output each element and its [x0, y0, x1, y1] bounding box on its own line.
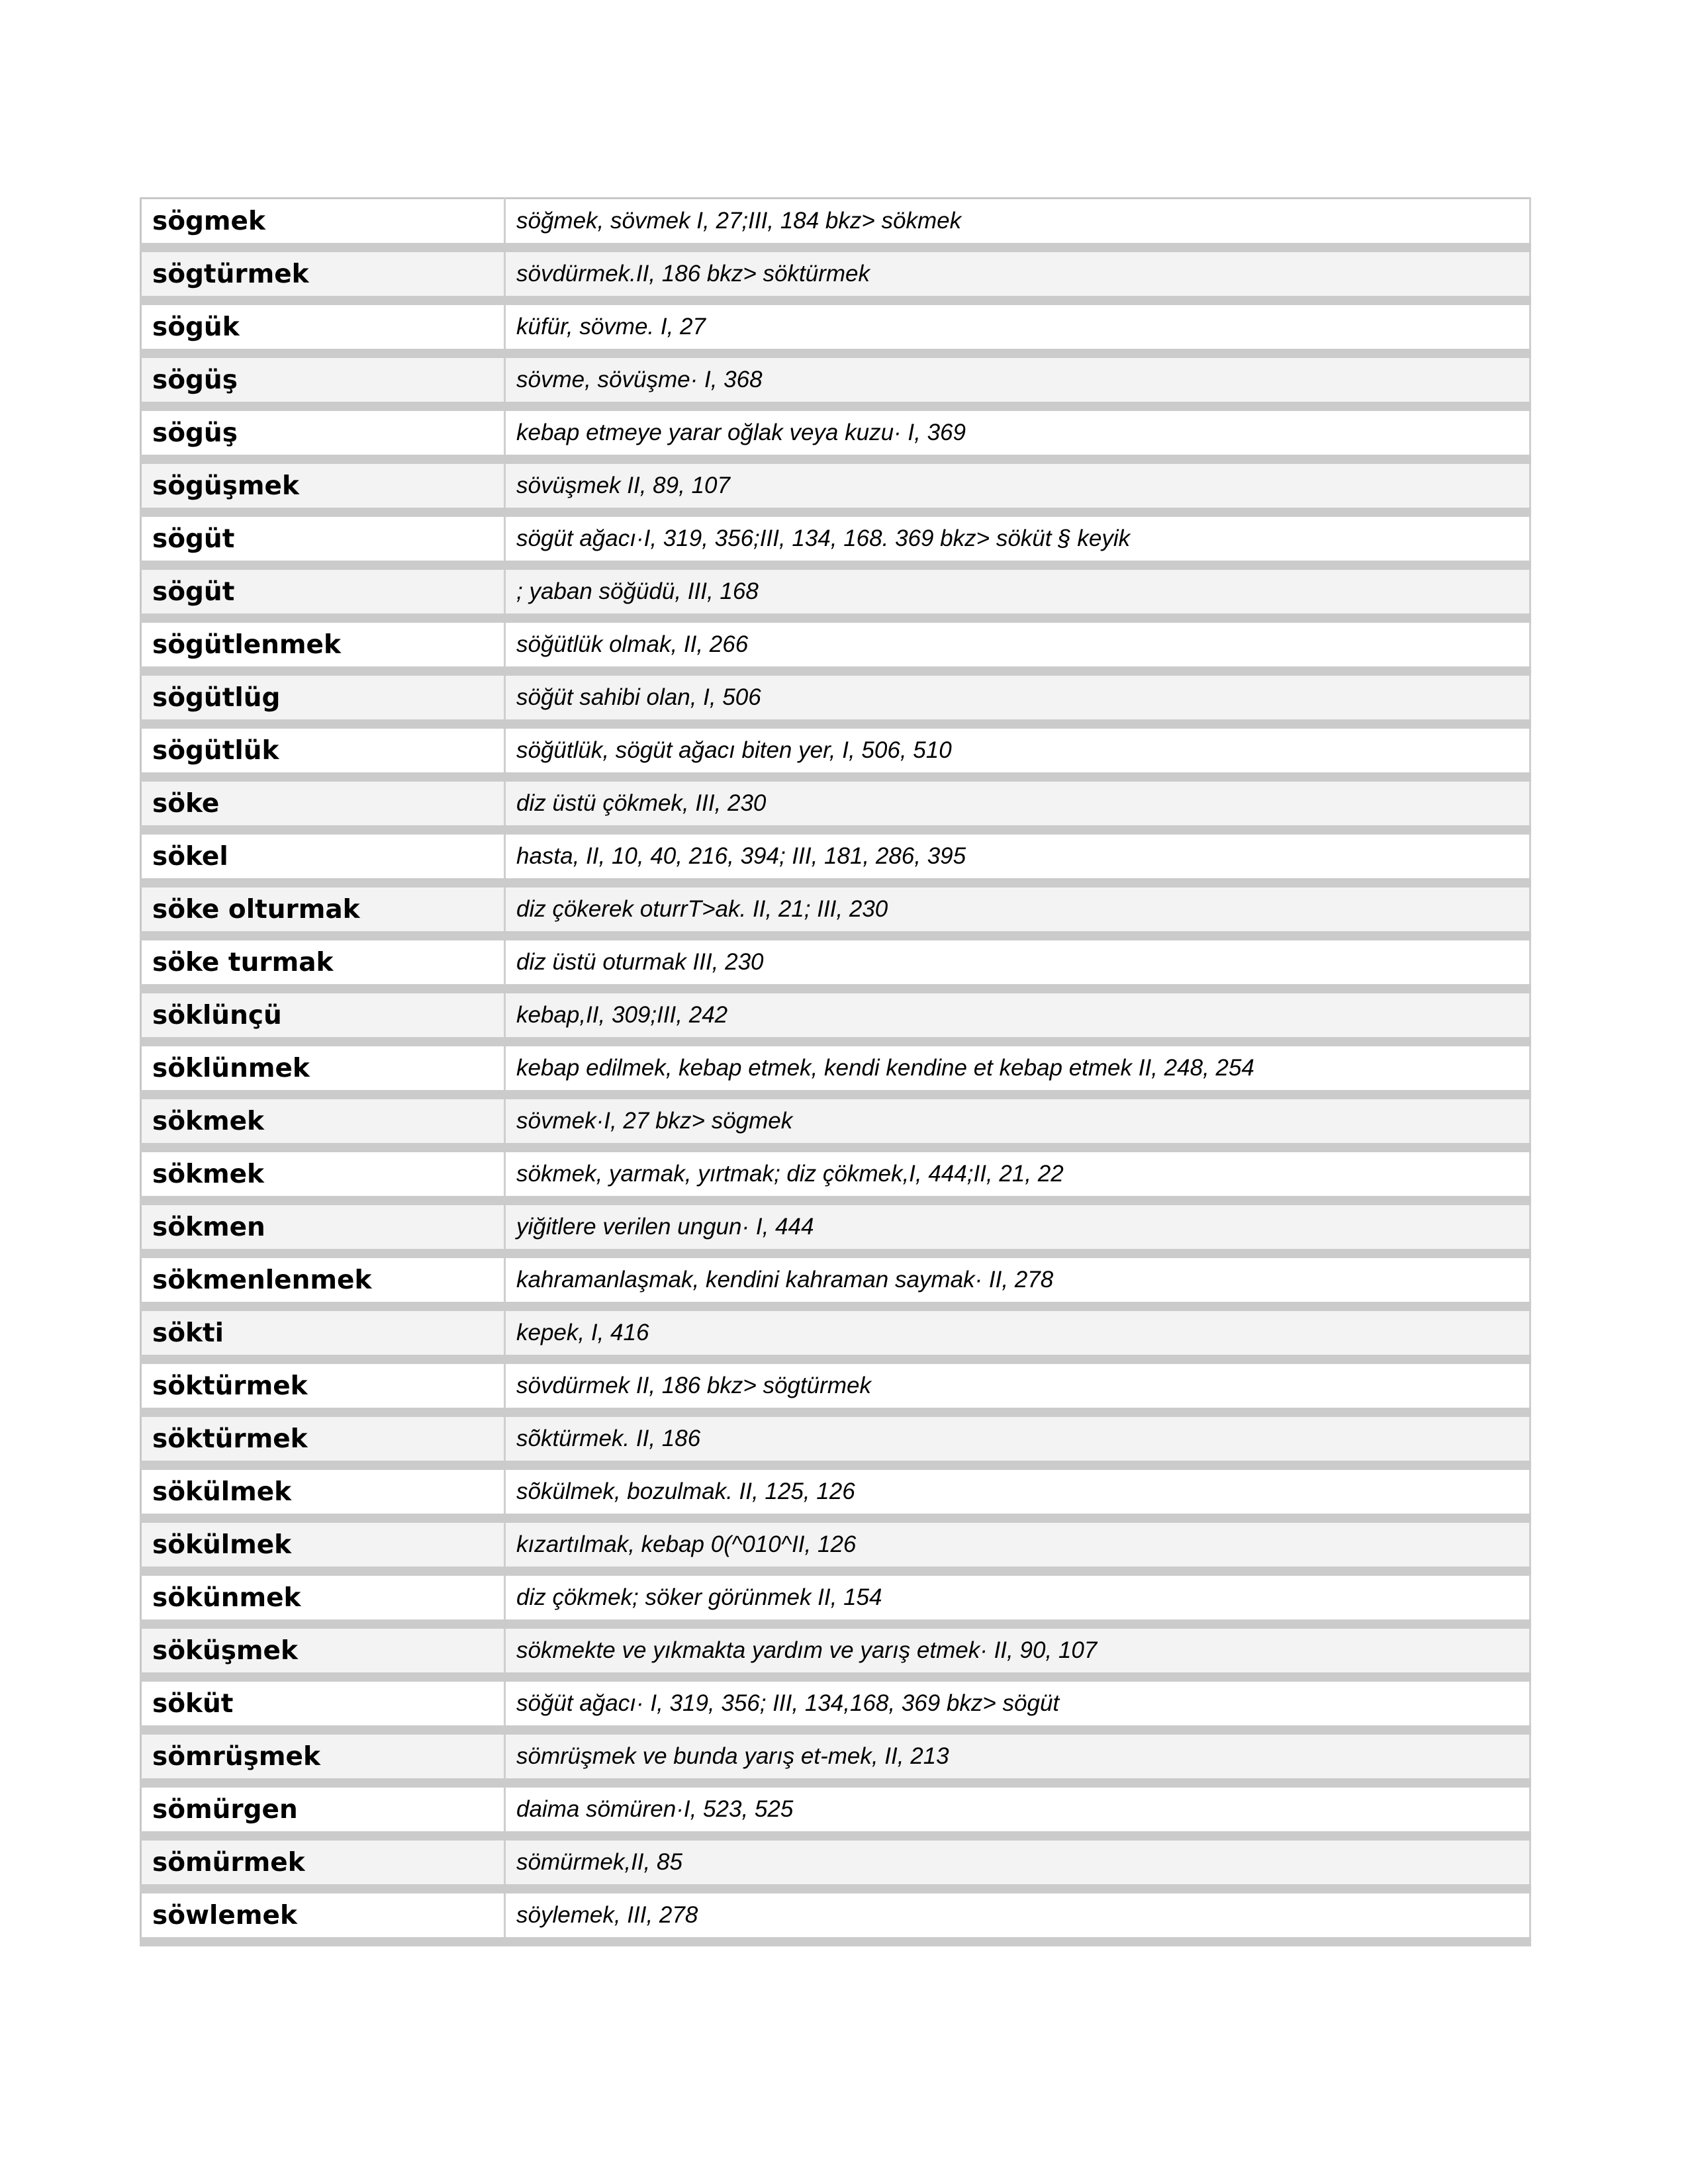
entry-definition: söğmek, sövmek I, 27;III, 184 bkz> sökmek [505, 199, 1530, 248]
entry-definition: diz üstü oturmak III, 230 [505, 936, 1530, 989]
table-row [141, 406, 1530, 459]
entry-definition: sövme, sövüşme· I, 368 [505, 353, 1530, 406]
entry-term: sögüt [141, 512, 505, 565]
table-row [141, 1465, 1530, 1518]
entry-definition: kızartılmak, kebap 0(^010^II, 126 [505, 1518, 1530, 1571]
entry-term: sökünmek [141, 1571, 505, 1624]
entry-definition: söğütlük, sögüt ağacı biten yer, I, 506, 510 [505, 724, 1530, 777]
entry-term: sökel [141, 830, 505, 883]
entry-definition: sömrüşmek ve bunda yarış et-mek, II, 213 [505, 1730, 1530, 1783]
table-row [141, 1306, 1530, 1359]
table-row [141, 724, 1530, 777]
entry-term: söktürmek [141, 1412, 505, 1465]
entry-definition: sögüt ağacı·I, 319, 356;III, 134, 168. 369 bkz> söküt § keyik [505, 512, 1530, 565]
table-row [141, 512, 1530, 565]
entry-term: sögtürmek [141, 248, 505, 300]
entry-term: söklünçü [141, 989, 505, 1042]
table-row [141, 1571, 1530, 1624]
entry-term: sögütlenmek [141, 618, 505, 671]
entry-term: söke [141, 777, 505, 830]
entry-definition: kepek, I, 416 [505, 1306, 1530, 1359]
entry-definition: sövmek·I, 27 bkz> sögmek [505, 1095, 1530, 1148]
entry-term: sömürgen [141, 1783, 505, 1836]
entry-term: sögütlük [141, 724, 505, 777]
entry-definition: söğüt ağacı· I, 319, 356; III, 134,168, 369 bkz> sögüt [505, 1677, 1530, 1730]
table-row [141, 989, 1530, 1042]
entry-term: sökmek [141, 1148, 505, 1201]
table-row [141, 883, 1530, 936]
table-row [141, 1889, 1530, 1942]
entry-definition: sömürmek,II, 85 [505, 1836, 1530, 1889]
entry-term: sökmek [141, 1095, 505, 1148]
entry-definition: sõktürmek. II, 186 [505, 1412, 1530, 1465]
entry-term: sögütlüg [141, 671, 505, 724]
entry-term: sömrüşmek [141, 1730, 505, 1783]
table-row [141, 1359, 1530, 1412]
table-row [141, 777, 1530, 830]
entry-definition: hasta, II, 10, 40, 216, 394; III, 181, 286, 395 [505, 830, 1530, 883]
entry-term: söküt [141, 1677, 505, 1730]
table-row [141, 936, 1530, 989]
entry-term: sögük [141, 300, 505, 353]
dictionary-rows [141, 199, 1530, 1942]
entry-term: sökülmek [141, 1518, 505, 1571]
entry-term: sökülmek [141, 1465, 505, 1518]
table-row [141, 1042, 1530, 1095]
table-row [141, 1095, 1530, 1148]
table-row [141, 830, 1530, 883]
table-row [141, 1677, 1530, 1730]
entry-definition: diz çökerek oturrT>ak. II, 21; III, 230 [505, 883, 1530, 936]
entry-term: söke turmak [141, 936, 505, 989]
entry-definition: kebap etmeye yarar oğlak veya kuzu· I, 369 [505, 406, 1530, 459]
entry-term: sökmen [141, 1201, 505, 1253]
entry-term: sögüş [141, 353, 505, 406]
entry-definition: söğütlük olmak, II, 266 [505, 618, 1530, 671]
entry-term: sömürmek [141, 1836, 505, 1889]
table-row [141, 1624, 1530, 1677]
table-row [141, 459, 1530, 512]
entry-definition: diz üstü çökmek, III, 230 [505, 777, 1530, 830]
entry-term: sögüş [141, 406, 505, 459]
table-row [141, 1201, 1530, 1253]
table-row [141, 1148, 1530, 1201]
entry-term: söwlemek [141, 1889, 505, 1942]
entry-definition: yiğitlere verilen ungun· I, 444 [505, 1201, 1530, 1253]
entry-term: söktürmek [141, 1359, 505, 1412]
table-row [141, 199, 1530, 248]
entry-definition: sövdürmek II, 186 bkz> sögtürmek [505, 1359, 1530, 1412]
entry-definition: sövüşmek II, 89, 107 [505, 459, 1530, 512]
entry-definition: sökmekte ve yıkmakta yardım ve yarış etmek· II, 90, 107 [505, 1624, 1530, 1677]
table-row [141, 300, 1530, 353]
entry-definition: daima sömüren·I, 523, 525 [505, 1783, 1530, 1836]
entry-term: söklünmek [141, 1042, 505, 1095]
dictionary-table [140, 197, 1531, 1946]
entry-definition: küfür, sövme. I, 27 [505, 300, 1530, 353]
entry-definition: kahramanlaşmak, kendini kahraman saymak· II, 278 [505, 1253, 1530, 1306]
entry-definition: sökmek, yarmak, yırtmak; diz çökmek,I, 444;II, 21, 22 [505, 1148, 1530, 1201]
entry-term: sökmenlenmek [141, 1253, 505, 1306]
entry-term: söke olturmak [141, 883, 505, 936]
table-row [141, 565, 1530, 618]
table-row [141, 1253, 1530, 1306]
table-row [141, 671, 1530, 724]
entry-definition: söylemek, III, 278 [505, 1889, 1530, 1942]
table-row [141, 248, 1530, 300]
entry-term: sökti [141, 1306, 505, 1359]
entry-term: sögüşmek [141, 459, 505, 512]
entry-definition: kebap,II, 309;III, 242 [505, 989, 1530, 1042]
entry-term: söküşmek [141, 1624, 505, 1677]
entry-definition: diz çökmek; söker görünmek II, 154 [505, 1571, 1530, 1624]
entry-definition: söğüt sahibi olan, I, 506 [505, 671, 1530, 724]
table-row [141, 618, 1530, 671]
table-row [141, 1836, 1530, 1889]
table-row [141, 1783, 1530, 1836]
table-row [141, 1518, 1530, 1571]
entry-definition: sõkülmek, bozulmak. II, 125, 126 [505, 1465, 1530, 1518]
table-row [141, 1412, 1530, 1465]
entry-term: sögüt [141, 565, 505, 618]
entry-definition: ; yaban söğüdü, III, 168 [505, 565, 1530, 618]
table-row [141, 353, 1530, 406]
table-row [141, 1730, 1530, 1783]
entry-definition: sövdürmek.II, 186 bkz> söktürmek [505, 248, 1530, 300]
entry-definition: kebap edilmek, kebap etmek, kendi kendine et kebap etmek II, 248, 254 [505, 1042, 1530, 1095]
entry-term: sögmek [141, 199, 505, 248]
